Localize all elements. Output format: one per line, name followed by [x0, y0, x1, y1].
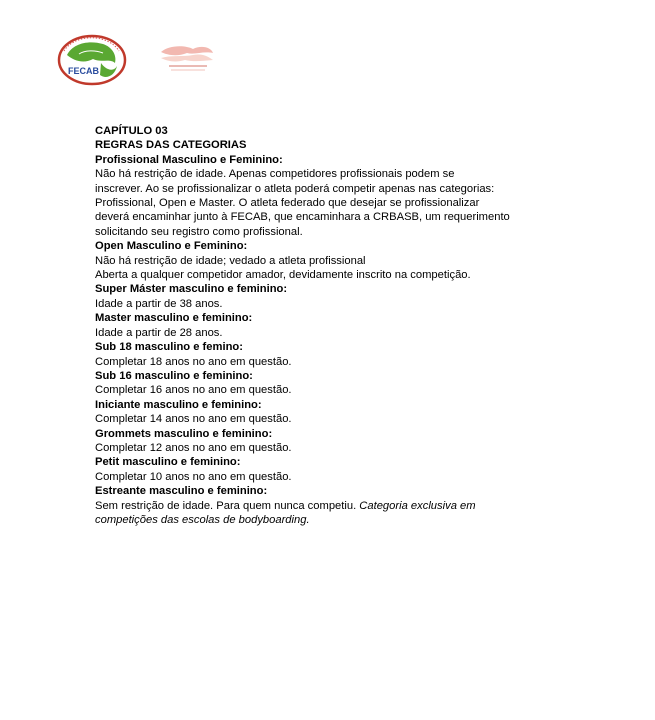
category-text-italic: Categoria exclusiva em: [359, 499, 476, 512]
category-text-italic: competições das escolas de bodyboarding.: [95, 513, 310, 526]
category-title: Estreante masculino e feminino:: [95, 485, 268, 498]
category-title: Sub 16 masculino e feminino:: [95, 369, 253, 382]
header-logos: [57, 33, 217, 88]
fecab-logo-text: FECAB: [68, 66, 99, 76]
category-title: Open Masculino e Feminino:: [95, 240, 248, 253]
category-text: Idade a partir de 38 anos.: [95, 297, 223, 310]
category-text: Completar 12 anos no ano em questão.: [95, 441, 292, 454]
category-text: inscrever. Ao se profissionalizar o atleta poderá competir apenas nas categorias:: [95, 182, 495, 195]
category-text: Completar 16 anos no ano em questão.: [95, 384, 292, 397]
category-title: Super Máster masculino e feminino:: [95, 283, 288, 296]
category-title: Iniciante masculino e feminino:: [95, 398, 262, 411]
secondary-logo: [161, 46, 213, 70]
category-text: Profissional, Open e Master. O atleta federado que desejar se profissionalizar: [95, 197, 480, 210]
category-text: Não há restrição de idade; vedado a atleta profissional: [95, 254, 366, 267]
document-body: [95, 124, 565, 527]
category-title: Master masculino e feminino:: [95, 312, 253, 325]
fecab-logo: [57, 33, 217, 88]
category-title: Profissional Masculino e Feminino:: [95, 153, 283, 166]
category-text: Não há restrição de idade. Apenas competidores profissionais podem se: [95, 168, 455, 181]
category-text: Completar 14 anos no ano em questão.: [95, 413, 292, 426]
category-text: Completar 10 anos no ano em questão.: [95, 470, 292, 483]
category-text: Completar 18 anos no ano em questão.: [95, 355, 292, 368]
category-text: [95, 499, 565, 513]
category-text: Idade a partir de 28 anos.: [95, 326, 223, 339]
category-title: Grommets masculino e feminino:: [95, 427, 273, 440]
section-heading: REGRAS DAS CATEGORIAS: [95, 139, 247, 152]
category-text: solicitando seu registro como profissional.: [95, 225, 303, 238]
chapter-title: CAPÍTULO 03: [95, 125, 168, 137]
category-title: Sub 18 masculino e femino:: [95, 341, 243, 354]
category-text: Aberta a qualquer competidor amador, devidamente inscrito na competição.: [95, 269, 471, 282]
category-text: deverá encaminhar junto à FECAB, que encaminhara a CRBASB, um requerimento: [95, 211, 510, 224]
category-title: Petit masculino e feminino:: [95, 456, 241, 469]
category-text-normal: Sem restrição de idade. Para quem nunca competiu.: [95, 499, 360, 512]
